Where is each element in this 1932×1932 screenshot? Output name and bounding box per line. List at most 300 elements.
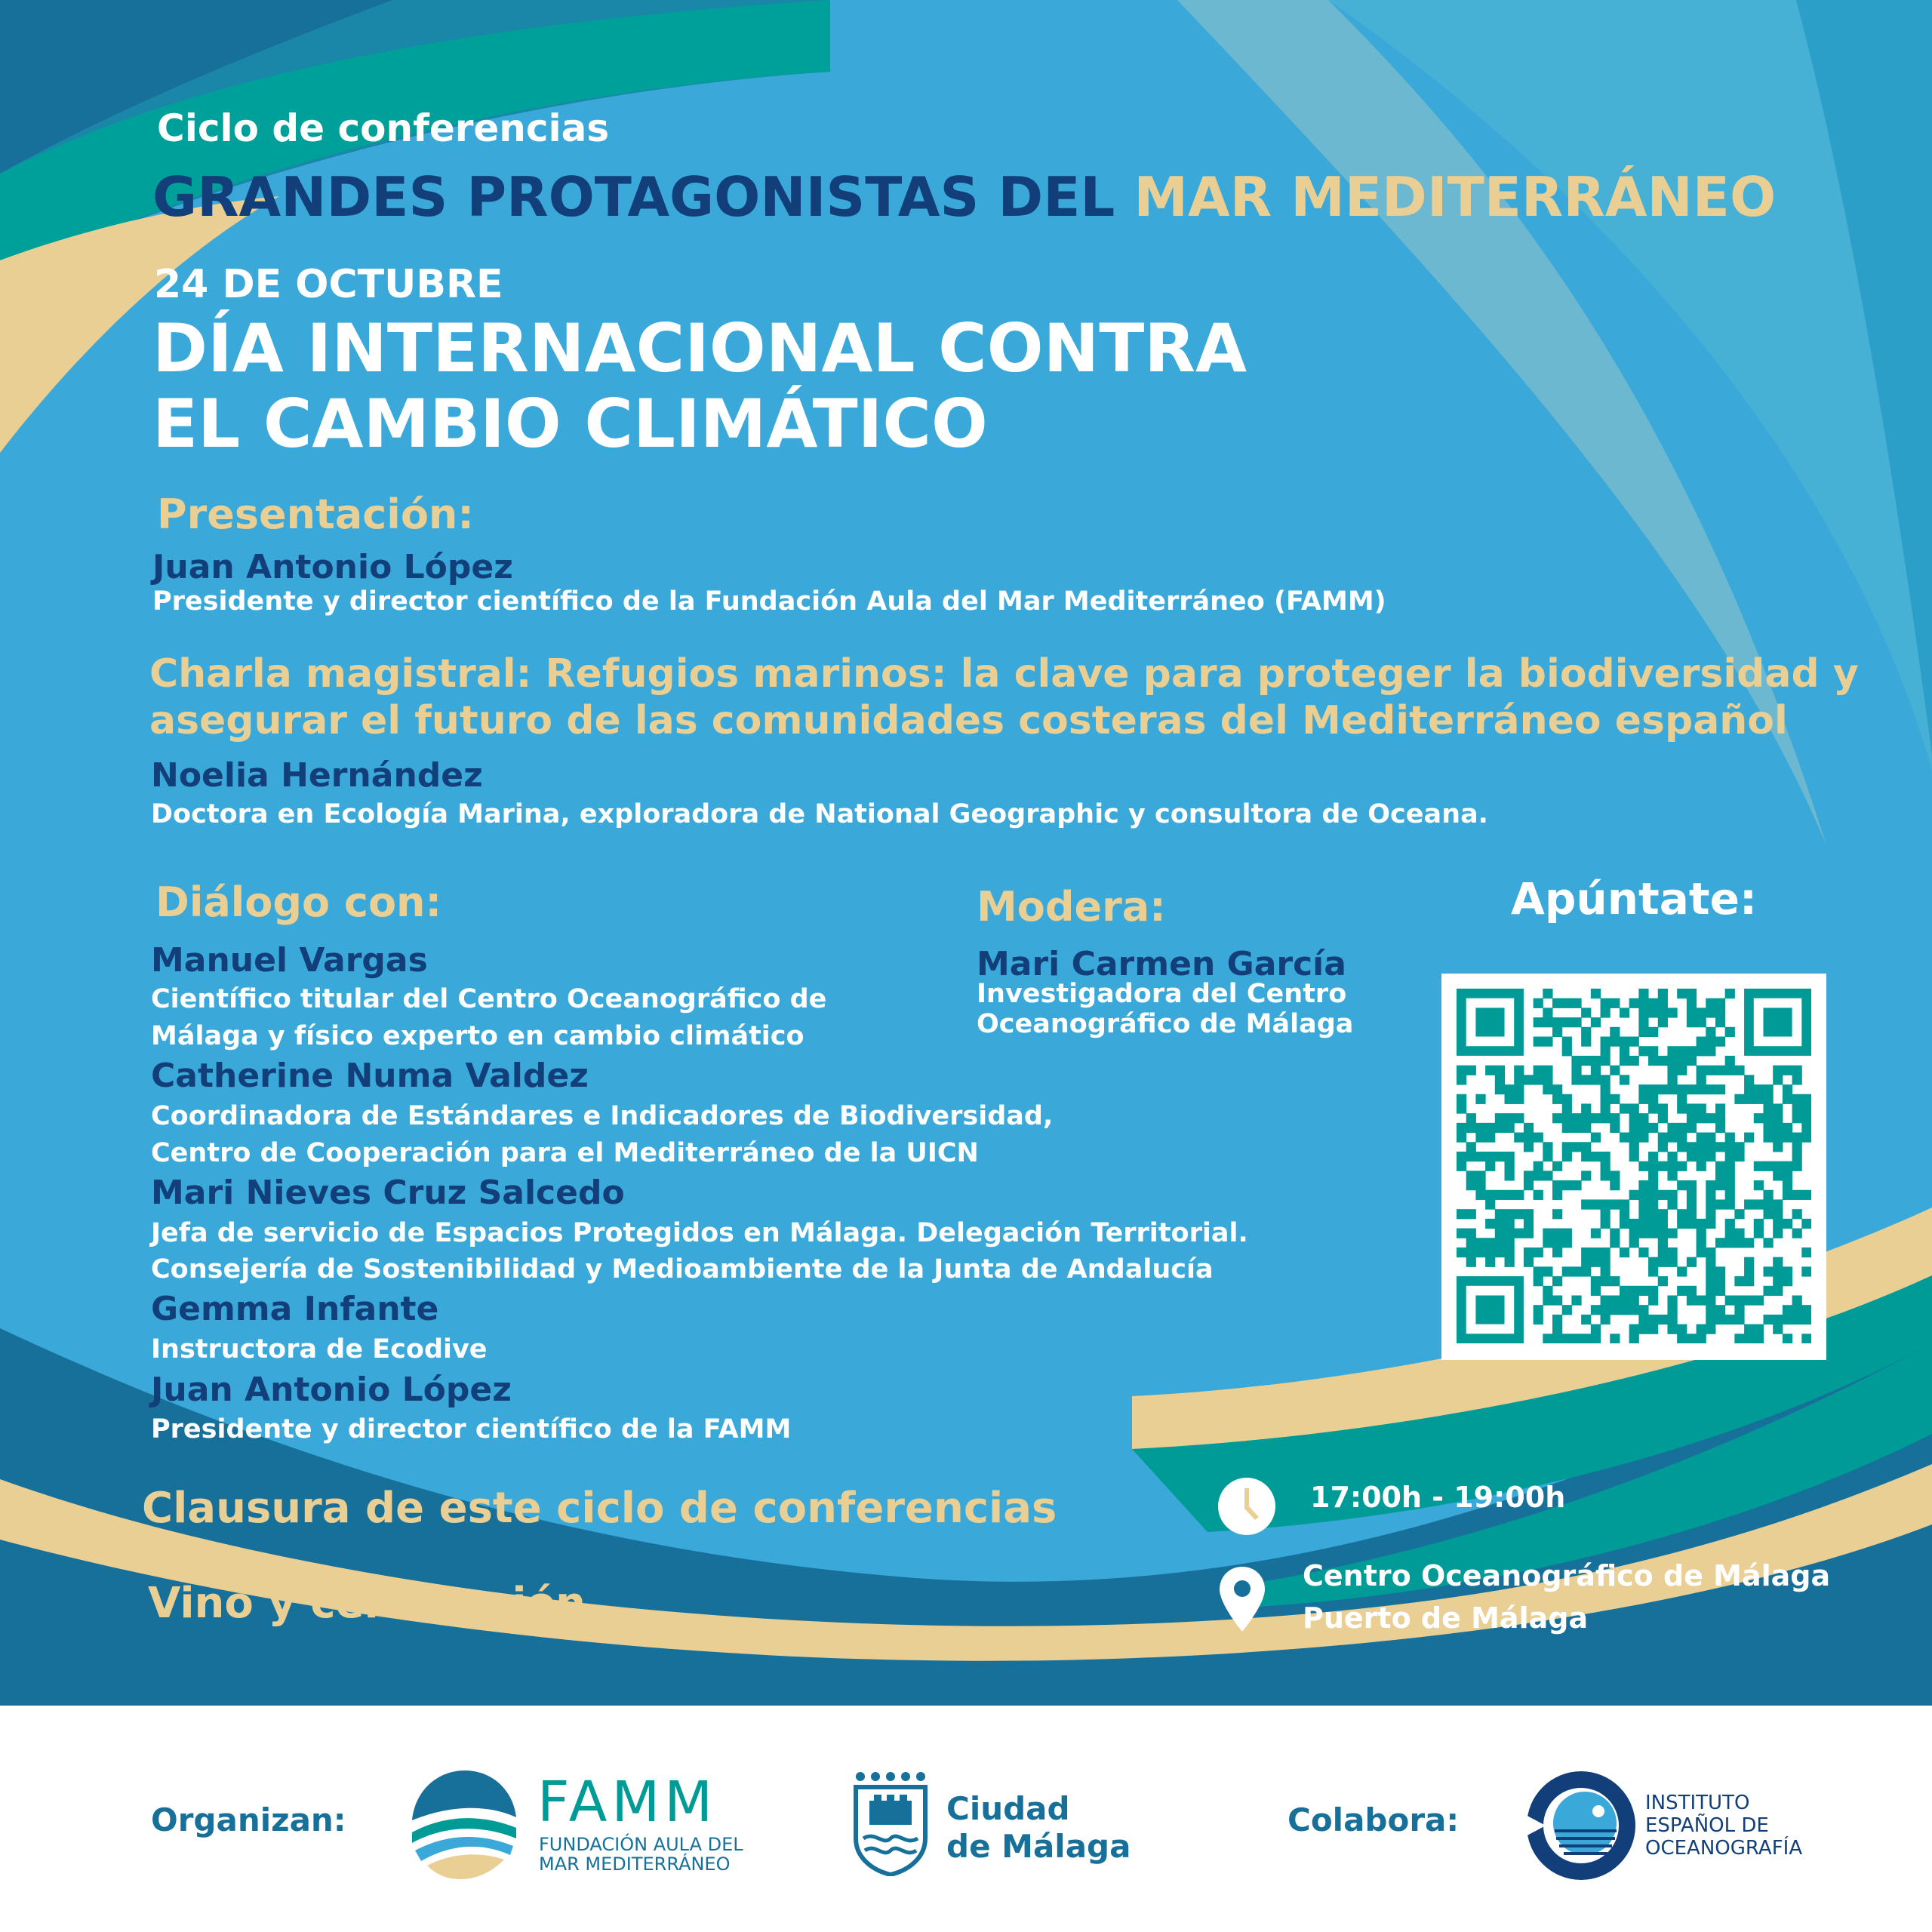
qr-module: [1648, 1219, 1658, 1229]
qr-module: [1571, 1266, 1581, 1276]
qr-module: [1648, 1266, 1658, 1276]
qr-module: [1505, 1238, 1515, 1247]
qr-module: [1638, 1180, 1648, 1190]
qr-module: [1677, 1046, 1687, 1056]
qr-code[interactable]: [1441, 974, 1826, 1360]
qr-module: [1715, 1266, 1725, 1276]
qr-module: [1706, 1180, 1715, 1190]
qr-module: [1754, 1295, 1764, 1305]
qr-module: [1734, 1066, 1744, 1075]
qr-module: [1601, 1075, 1611, 1084]
qr-module: [1763, 1190, 1773, 1200]
qr-module: [1783, 1180, 1792, 1190]
qr-module: [1677, 989, 1687, 998]
qr-module: [1514, 1190, 1524, 1200]
presentacion-role: Presidente y director científico de la Fundación Aula del Mar Mediterráneo (FAMM): [152, 586, 1386, 617]
qr-module: [1629, 1305, 1639, 1315]
famm-logo[interactable]: [408, 1767, 755, 1881]
qr-module: [1505, 1219, 1515, 1229]
qr-module: [1773, 1123, 1783, 1133]
qr-module: [1601, 1209, 1611, 1219]
qr-module: [1505, 1123, 1515, 1133]
dialogo-person-name: Catherine Numa Valdez: [151, 1057, 589, 1095]
qr-module: [1638, 998, 1648, 1008]
qr-module: [1629, 1103, 1639, 1113]
qr-module: [1552, 1161, 1562, 1171]
modera-name: Mari Carmen García: [977, 945, 1346, 983]
qr-module: [1754, 1219, 1764, 1229]
qr-module: [1687, 1286, 1697, 1296]
qr-module: [1677, 1123, 1687, 1133]
qr-module: [1773, 1286, 1783, 1296]
qr-module: [1648, 1180, 1658, 1190]
qr-module: [1457, 1123, 1466, 1133]
qr-module: [1543, 1295, 1552, 1305]
qr-module: [1543, 1171, 1552, 1180]
clausura-text: Clausura de este ciclo de conferencias: [142, 1484, 1057, 1533]
famm-subtitle-line1: FUNDACIÓN AULA DEL: [539, 1834, 743, 1855]
qr-module: [1562, 1180, 1572, 1190]
qr-module: [1620, 1305, 1629, 1315]
qr-module: [1591, 1305, 1601, 1315]
main-title: [152, 165, 1776, 229]
qr-module: [1638, 989, 1648, 998]
qr-module: [1744, 1257, 1754, 1267]
qr-module: [1801, 1315, 1811, 1324]
qr-module: [1801, 1133, 1811, 1143]
qr-module: [1706, 1295, 1715, 1305]
main-title-part2: MAR MEDITERRÁNEO: [1134, 165, 1777, 229]
qr-module: [1744, 1075, 1754, 1084]
qr-module: [1706, 1219, 1715, 1229]
qr-module: [1667, 1056, 1677, 1066]
qr-module: [1744, 1295, 1754, 1305]
qr-module: [1697, 1133, 1706, 1143]
qr-module: [1648, 1152, 1658, 1161]
qr-module: [1697, 1046, 1706, 1056]
qr-module: [1552, 1247, 1562, 1257]
qr-module: [1715, 1180, 1725, 1190]
qr-module: [1792, 1094, 1802, 1104]
qr-module: [1763, 1094, 1773, 1104]
qr-module: [1505, 1229, 1515, 1238]
qr-module: [1667, 1257, 1677, 1267]
qr-module: [1658, 1161, 1668, 1171]
qr-module: [1687, 1084, 1697, 1094]
qr-module: [1534, 1190, 1543, 1200]
malaga-line1: Ciudad: [946, 1790, 1070, 1827]
qr-module: [1697, 1161, 1706, 1171]
qr-module: [1638, 1315, 1648, 1324]
qr-module: [1792, 1142, 1802, 1152]
qr-module: [1534, 1161, 1543, 1171]
qr-module: [1792, 1066, 1802, 1075]
qr-module: [1543, 1266, 1552, 1276]
qr-module: [1801, 1247, 1811, 1257]
qr-module: [1610, 1094, 1620, 1104]
qr-module: [1658, 1219, 1668, 1229]
qr-module: [1581, 1037, 1591, 1047]
qr-module: [1562, 1017, 1572, 1027]
qr-module: [1715, 1161, 1725, 1171]
qr-module: [1601, 1219, 1611, 1229]
qr-module: [1715, 1315, 1725, 1324]
qr-module: [1754, 1094, 1764, 1104]
qr-module: [1706, 1324, 1715, 1334]
qr-module: [1552, 1027, 1562, 1037]
ieo-logo[interactable]: [1524, 1769, 1857, 1882]
qr-module: [1466, 1113, 1476, 1123]
qr-module: [1667, 1046, 1677, 1056]
qr-module: [1697, 1142, 1706, 1152]
qr-module: [1524, 1075, 1534, 1084]
qr-module: [1725, 1152, 1735, 1161]
footer: [0, 1706, 1932, 1932]
qr-module: [1610, 1334, 1620, 1343]
qr-module: [1514, 1113, 1524, 1123]
qr-module: [1601, 1247, 1611, 1257]
qr-module: [1562, 1113, 1572, 1123]
qr-module: [1706, 1247, 1715, 1257]
qr-module: [1734, 1334, 1744, 1343]
qr-module: [1466, 1209, 1476, 1219]
charla-title-line2: asegurar el futuro de las comunidades costeras del Mediterráneo español: [149, 698, 1788, 743]
qr-module: [1697, 1103, 1706, 1113]
qr-module: [1543, 1075, 1552, 1084]
ieo-line2: ESPAÑOL DE: [1645, 1814, 1769, 1837]
qr-module: [1475, 1152, 1485, 1161]
qr-module: [1792, 1152, 1802, 1161]
qr-module: [1783, 1219, 1792, 1229]
qr-module: [1475, 1190, 1485, 1200]
qr-module: [1571, 1123, 1581, 1133]
qr-module: [1571, 1056, 1581, 1066]
qr-module: [1485, 1247, 1495, 1257]
qr-module: [1658, 1133, 1668, 1143]
qr-module: [1715, 1017, 1725, 1027]
qr-module: [1581, 1113, 1591, 1123]
qr-module: [1601, 1305, 1611, 1315]
qr-module: [1773, 1257, 1783, 1267]
qr-module: [1571, 1017, 1581, 1027]
qr-module: [1629, 998, 1639, 1008]
qr-module: [1658, 1276, 1668, 1286]
qr-module: [1638, 1046, 1648, 1056]
qr-module: [1610, 1066, 1620, 1075]
qr-module: [1754, 1113, 1764, 1123]
qr-module: [1466, 1257, 1476, 1267]
qr-module: [1658, 1315, 1668, 1324]
qr-module: [1677, 1286, 1687, 1296]
qr-module: [1638, 1133, 1648, 1143]
qr-module: [1534, 1247, 1543, 1257]
qr-module: [1725, 1229, 1735, 1238]
qr-module: [1524, 1247, 1534, 1257]
qr-module: [1514, 1066, 1524, 1075]
qr-module: [1629, 1113, 1639, 1123]
qr-module: [1610, 1180, 1620, 1190]
qr-module: [1475, 1094, 1485, 1104]
qr-module: [1524, 1133, 1534, 1143]
qr-module: [1543, 1334, 1552, 1343]
qr-module: [1744, 1199, 1754, 1209]
qr-module: [1466, 1123, 1476, 1133]
qr-module: [1485, 1190, 1495, 1200]
qr-module: [1466, 1180, 1476, 1190]
qr-module: [1697, 1084, 1706, 1094]
qr-module: [1581, 1027, 1591, 1037]
qr-module: [1725, 1295, 1735, 1305]
qr-module: [1725, 1171, 1735, 1180]
qr-module: [1763, 1199, 1773, 1209]
qr-module: [1562, 1238, 1572, 1247]
qr-module: [1687, 1257, 1697, 1267]
qr-module: [1725, 1027, 1735, 1037]
qr-module: [1687, 998, 1697, 1008]
qr-module: [1773, 1199, 1783, 1209]
qr-module: [1638, 1027, 1648, 1037]
qr-module: [1562, 1152, 1572, 1161]
qr-module: [1601, 1315, 1611, 1324]
presentacion-heading: Presentación:: [157, 491, 474, 538]
qr-module: [1725, 989, 1735, 998]
qr-module: [1475, 1171, 1485, 1180]
ieo-emblem-icon: [1524, 1769, 1638, 1882]
qr-module: [1601, 998, 1611, 1008]
qr-module: [1773, 1315, 1783, 1324]
qr-module: [1505, 1171, 1515, 1180]
qr-module: [1552, 1084, 1562, 1094]
qr-module: [1571, 998, 1581, 1008]
qr-module: [1610, 1171, 1620, 1180]
qr-module: [1706, 998, 1715, 1008]
qr-module: [1763, 1133, 1773, 1143]
qr-module: [1648, 1084, 1658, 1094]
qr-module: [1792, 1209, 1802, 1219]
qr-module: [1629, 1037, 1639, 1047]
qr-module: [1620, 1133, 1629, 1143]
qr-finder-pattern: [1461, 993, 1518, 1051]
qr-module: [1715, 998, 1725, 1008]
qr-module: [1763, 1103, 1773, 1113]
qr-module: [1715, 1199, 1725, 1209]
qr-module: [1620, 1286, 1629, 1296]
event-time: 17:00h - 19:00h: [1310, 1481, 1566, 1514]
qr-module: [1667, 1229, 1677, 1238]
qr-module: [1495, 1123, 1505, 1133]
vino-text: Vino y celebración: [148, 1579, 586, 1628]
qr-module: [1801, 1334, 1811, 1343]
qr-module: [1667, 1199, 1677, 1209]
qr-module: [1773, 1103, 1783, 1113]
qr-module: [1505, 1094, 1515, 1104]
qr-module: [1667, 1075, 1677, 1084]
ciudad-malaga-logo[interactable]: [853, 1770, 1131, 1884]
qr-module: [1783, 1315, 1792, 1324]
qr-module: [1783, 1066, 1792, 1075]
qr-module: [1648, 1103, 1658, 1113]
qr-module: [1601, 1094, 1611, 1104]
qr-module: [1706, 1046, 1715, 1056]
qr-module: [1792, 1190, 1802, 1200]
ieo-line1: INSTITUTO: [1645, 1792, 1750, 1814]
qr-module: [1687, 1295, 1697, 1305]
qr-module: [1773, 1229, 1783, 1238]
qr-module: [1706, 1142, 1715, 1152]
qr-module: [1562, 1229, 1572, 1238]
qr-module: [1697, 1219, 1706, 1229]
qr-module: [1534, 1266, 1543, 1276]
qr-module: [1495, 1075, 1505, 1084]
qr-module: [1534, 1305, 1543, 1315]
qr-module: [1534, 1315, 1543, 1324]
qr-module: [1658, 998, 1668, 1008]
organizan-label: Organizan:: [151, 1801, 346, 1838]
qr-module: [1638, 1094, 1648, 1104]
qr-module: [1552, 1315, 1562, 1324]
qr-module: [1697, 1017, 1706, 1027]
qr-module: [1581, 1075, 1591, 1084]
qr-module: [1715, 1276, 1725, 1286]
qr-module: [1801, 1190, 1811, 1200]
qr-module: [1466, 1066, 1476, 1075]
qr-module: [1725, 1161, 1735, 1171]
qr-module: [1552, 998, 1562, 1008]
qr-module: [1457, 1066, 1466, 1075]
qr-module: [1725, 1219, 1735, 1229]
famm-subtitle-line2: MAR MEDITERRÁNEO: [539, 1854, 731, 1875]
qr-module: [1697, 1037, 1706, 1047]
qr-module: [1638, 1229, 1648, 1238]
qr-module: [1495, 1152, 1505, 1161]
qr-module: [1610, 1113, 1620, 1123]
dialogo-person-name: Mari Nieves Cruz Salcedo: [151, 1174, 625, 1212]
qr-module: [1706, 1008, 1715, 1017]
qr-module: [1601, 1199, 1611, 1209]
qr-module: [1697, 1229, 1706, 1238]
qr-module: [1581, 1334, 1591, 1343]
qr-module: [1543, 1142, 1552, 1152]
qr-module: [1715, 1123, 1725, 1133]
qr-module: [1505, 1084, 1515, 1094]
qr-module: [1687, 1199, 1697, 1209]
qr-module: [1638, 1286, 1648, 1296]
qr-module: [1754, 1229, 1764, 1238]
qr-module: [1534, 1171, 1543, 1180]
qr-module: [1706, 1133, 1715, 1143]
qr-module: [1763, 1238, 1773, 1247]
qr-module: [1581, 1171, 1591, 1180]
qr-module: [1552, 1017, 1562, 1027]
qr-module: [1562, 1334, 1572, 1343]
qr-module: [1725, 1238, 1735, 1247]
qr-module: [1485, 1066, 1495, 1075]
qr-module: [1610, 1238, 1620, 1247]
qr-module: [1591, 1056, 1601, 1066]
qr-module: [1534, 1075, 1543, 1084]
qr-module: [1734, 1142, 1744, 1152]
qr-module: [1667, 1324, 1677, 1334]
qr-module: [1552, 1229, 1562, 1238]
qr-module: [1648, 1008, 1658, 1017]
qr-module: [1773, 1133, 1783, 1143]
qr-module: [1687, 1017, 1697, 1027]
qr-finder-pattern: [1461, 1281, 1518, 1338]
qr-module: [1744, 1334, 1754, 1343]
qr-module: [1591, 1075, 1601, 1084]
qr-module: [1801, 1266, 1811, 1276]
qr-module: [1687, 1046, 1697, 1056]
qr-module: [1638, 1219, 1648, 1229]
qr-module: [1801, 1094, 1811, 1104]
qr-module: [1648, 1257, 1658, 1267]
dialogo-person-name: Gemma Infante: [151, 1290, 439, 1328]
qr-module: [1552, 1295, 1562, 1305]
qr-module: [1792, 1229, 1802, 1238]
qr-module: [1697, 1334, 1706, 1343]
qr-module: [1734, 1152, 1744, 1161]
qr-module: [1734, 1295, 1744, 1305]
qr-module: [1552, 1238, 1562, 1247]
qr-module: [1581, 1152, 1591, 1161]
qr-module: [1524, 1229, 1534, 1238]
qr-module: [1658, 1238, 1668, 1247]
qr-module: [1562, 1123, 1572, 1133]
qr-module: [1801, 1305, 1811, 1315]
qr-module: [1725, 1142, 1735, 1152]
qr-module: [1620, 1046, 1629, 1056]
qr-module: [1543, 1229, 1552, 1238]
qr-module: [1648, 1229, 1658, 1238]
qr-module: [1706, 1190, 1715, 1200]
qr-module: [1524, 1209, 1534, 1219]
qr-module: [1648, 1123, 1658, 1133]
qr-module: [1629, 1334, 1639, 1343]
qr-module: [1715, 1171, 1725, 1180]
qr-module: [1706, 1037, 1715, 1047]
qr-module: [1581, 1266, 1591, 1276]
qr-module: [1763, 1161, 1773, 1171]
qr-module: [1725, 1133, 1735, 1143]
qr-module: [1591, 1133, 1601, 1143]
qr-module: [1734, 1238, 1744, 1247]
qr-module: [1677, 1094, 1687, 1104]
qr-module: [1715, 1066, 1725, 1075]
qr-module: [1667, 1190, 1677, 1200]
qr-module: [1495, 1084, 1505, 1094]
famm-wordmark: FAMM: [537, 1770, 718, 1835]
colabora-label: Colabora:: [1287, 1801, 1460, 1838]
qr-module: [1457, 1209, 1466, 1219]
qr-module: [1744, 1324, 1754, 1334]
qr-module: [1601, 1113, 1611, 1123]
qr-module: [1706, 1286, 1715, 1296]
qr-module: [1562, 998, 1572, 1008]
qr-module: [1543, 1238, 1552, 1247]
qr-module: [1658, 1008, 1668, 1017]
qr-module: [1514, 1094, 1524, 1104]
qr-module: [1505, 1209, 1515, 1219]
qr-module: [1457, 1133, 1466, 1143]
qr-module: [1466, 1238, 1476, 1247]
qr-module: [1495, 1190, 1505, 1200]
qr-module: [1571, 1142, 1581, 1152]
qr-module: [1610, 1295, 1620, 1305]
qr-module: [1667, 1008, 1677, 1017]
qr-module: [1562, 1305, 1572, 1315]
qr-module: [1485, 1257, 1495, 1267]
event-date: 24 DE OCTUBRE: [154, 262, 503, 307]
